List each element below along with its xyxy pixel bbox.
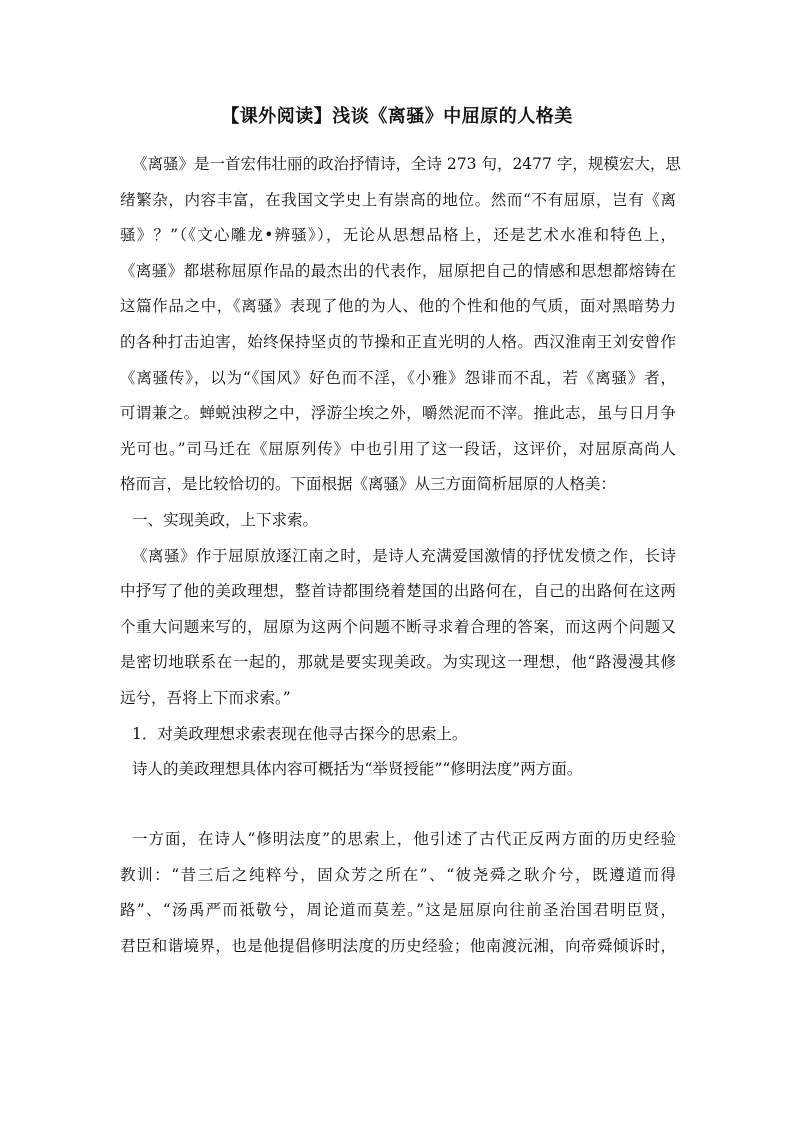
page-title: 【课外阅读】浅谈《离骚》中屈原的人格美: [221, 106, 573, 127]
paragraph-history: [120, 822, 676, 964]
text-line: 是密切地联系在一起的，那就是要实现美政。为实现这一理想，他“路漫漫其修: [120, 653, 676, 672]
text-line: 君臣和谐境界，也是他提倡修明法度的历史经验；他南渡沅湘，向帝舜倾诉时，: [120, 936, 676, 955]
section-heading: 一、实现美政，上下求索。: [132, 510, 319, 529]
text-line: 教训：“昔三后之纯粹兮，固众芳之所在”、“彼尧舜之耿介兮，既遵道而得: [120, 865, 676, 884]
text-line: 一方面，在诗人“修明法度”的思索上，他引述了古代正反两方面的历史经验: [132, 830, 676, 848]
text-line: 《离骚》都堪称屈原作品的最杰出的代表作，屈原把自己的情感和思想都熔铸在: [120, 261, 676, 280]
text-line: 《离骚传》，以为“《国风》好色而不淫，《小雅》怨诽而不乱，若《离骚》者，: [120, 368, 676, 387]
text-line: 路”、“汤禹严而祗敬兮，周论道而莫差。”这是屈原向往前圣治国君明臣贤，: [120, 901, 676, 920]
text-line: 格而言，是比较恰切的。下面根据《离骚》从三方面简析屈原的人格美：: [120, 475, 617, 494]
text-line: 光可也。”司马迁在《屈原列传》中也引用了这一段话，这评价，对屈原高尚人: [120, 439, 676, 458]
text-line: 《离骚》是一首宏伟壮丽的政治抒情诗，全诗 273 句，2477 字，规模宏大，思: [132, 155, 681, 173]
text-line: 中抒写了他的美政理想，整首诗都围绕着楚国的出路何在，自己的出路何在这两: [120, 582, 676, 601]
text-line: 个重大问题来写的，屈原为这两个问题不断寻求着合理的答案，而这两个问题又: [120, 617, 676, 636]
text-line: 《离骚》作于屈原放逐江南之时，是诗人充满爱国激情的抒忧发愤之作，长诗: [132, 546, 676, 565]
sub-heading: 1．对美政理想求索表现在他寻古探今的思索上。: [132, 724, 468, 743]
text-line: 诗人的美政理想具体内容可概括为“举贤授能”“修明法度”两方面。: [132, 760, 583, 779]
text-line: 绪繁杂，内容丰富，在我国文学史上有崇高的地位。然而“不有屈原，岂有《离: [120, 190, 676, 209]
text-line: 的各种打击迫害，始终保持坚贞的节操和正直光明的人格。西汉淮南王刘安曾作: [120, 332, 676, 351]
text-line: 可谓兼之。蝉蜕浊秽之中，浮游尘埃之外，嚼然泥而不滓。推此志，虽与日月争: [120, 404, 676, 423]
text-line: 远兮，吾将上下而求索。”: [120, 688, 291, 707]
text-line: 骚》？”（《文心雕龙•辨骚》），无论从思想品格上，还是艺术水准和特色上，: [120, 226, 676, 245]
paragraph-intro: [120, 147, 681, 788]
text-line: 这篇作品之中，《离骚》表现了他的为人、他的个性和他的气质，面对黑暗势力: [120, 297, 676, 316]
